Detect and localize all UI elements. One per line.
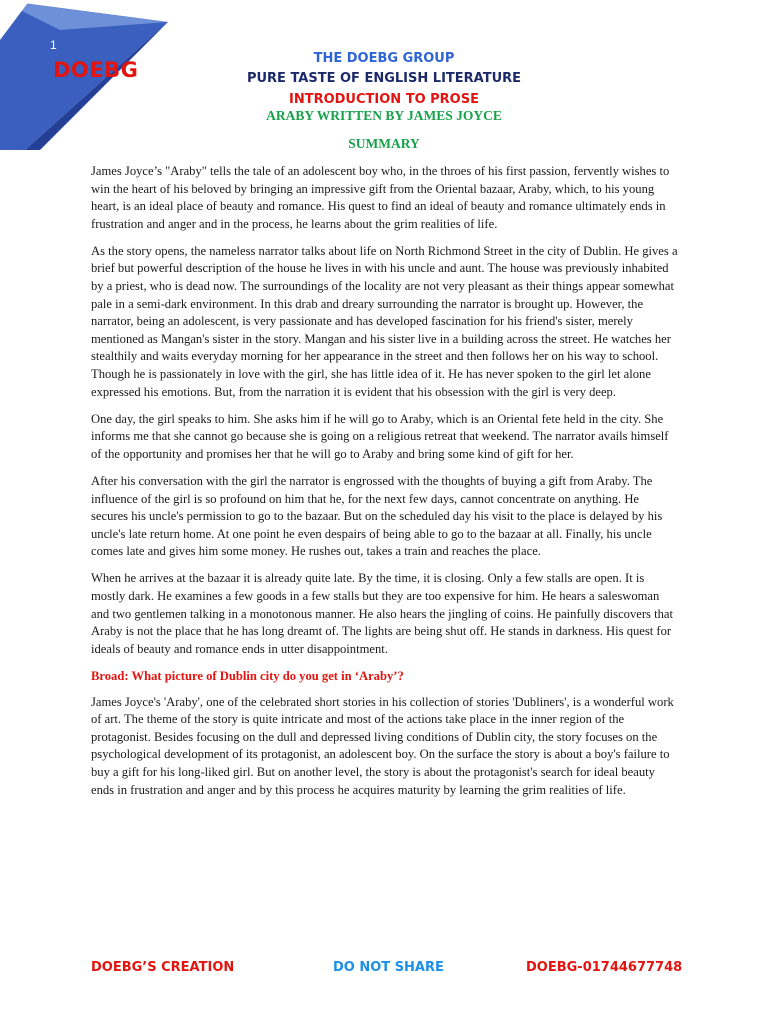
- paragraph: After his conversation with the girl the narrator is engrossed with the thoughts of buying a gift from Araby. The influence of the girl is so profound on him that he, for the next few days, cannot concentrate on anything. He secures his uncle's permission to go to the bazaar. But on the scheduled day his visit to the place is delayed by his uncle's late return home. At one point he even despairs of being able to go to the bazaar at all. Finally, his uncle comes late and gives him some money. He rushes out, takes a train and reaches the place.: [91, 474, 663, 559]
- footer-do-not-share: DO NOT SHARE: [333, 960, 444, 975]
- page-number: 1: [50, 38, 57, 52]
- question-heading: Broad: What picture of Dublin city do you get in ‘Araby’?: [91, 668, 404, 683]
- footer-creation: DOEBG’S CREATION: [91, 960, 235, 975]
- tagline: PURE TASTE OF ENGLISH LITERATURE: [246, 71, 522, 86]
- paragraph: As the story opens, the nameless narrator talks about life on North Richmond Street in the city of Dublin. He gives a brief but powerful description of the house he lives in with his uncle and aunt. The house was previously inhabited by a priest, who is dead now. The surroundings of the locality are not very pleasant as their things appear somewhat pale in a semi-dark environment. In this drab and dreary surrounding the narrator is brought up. However, the narrator, being an adolescent, is very passionate and has developed fascination for his friend's sister, merely mentioned as Mangan's sister in the story. Mangan and his sister live in a building across the street. He watches her stealthily and waits everyday morning for her appearance in the street and then follows her on his way to school. Though he is passionately in love with the girl, she has little idea of it. He has never spoken to the girl let alone expressed his emotions. But, from the narration it is evident that his obsession with the girl is very deep.: [91, 243, 678, 399]
- logo: DOEBG: [53, 58, 139, 82]
- paragraph: One day, the girl speaks to him. She asks him if he will go to Araby, which is an Oriental fete held in the city. She informs me that she cannot go because she is going on a religious retreat that weekend. The narrator avails himself of the opportunity and promises her that he will go to Araby and bring some kind of gift for her.: [91, 411, 669, 461]
- group-title: THE DOEBG GROUP: [313, 51, 455, 66]
- paragraph: When he arrives at the bazaar it is already quite late. By the time, it is closing. Only a few stalls are open. It is mostly dark. He examines a few goods in a few stalls but they are too expensive for him. He hears a saleswoman and two gentlemen talking in a monotonous manner. He also hears the jingling of coins. He painfully discovers that Araby is not the place that he has long dreamt of. The lights are being shut off. He stands in darkness. His quest for ideals of beauty and romance ends in utter disappointment.: [91, 571, 673, 656]
- answer-paragraph: James Joyce's 'Araby', one of the celebrated short stories in his collection of stories 'Dubliners', is a wonderful work of art. The theme of the story is quite intricate and most of the actions take place in the inner region of the protagonist. Besides focusing on the dull and depressed living conditions of Dublin city, the story focuses on the psychological development of its protagonist, an adolescent boy. On the surface the story is about a boy's failure to buy a gift for his long-liked girl. But on another level, the story is about the protagonist's search for ideal beauty ends in frustration and anger and by this process he acquires maturity by learning the grim realities of life.: [91, 694, 674, 797]
- document-body: [91, 163, 679, 809]
- work-title: ARABY WRITTEN BY JAMES JOYCE: [266, 108, 502, 123]
- paragraph: James Joyce’s "Araby" tells the tale of an adolescent boy who, in the throes of his first passion, fervently wishes to win the heart of his beloved by bringing an impressive gift from the Oriental bazaar, Araby, which, to his young heart, is an ideal place of beauty and romance. His quest to find an ideal of beauty and romance ultimately ends in frustration and anger and in the process, he learns about the grim realities of life.: [91, 164, 670, 231]
- section-title: INTRODUCTION TO PROSE: [289, 92, 479, 107]
- footer-contact: DOEBG-01744677748: [526, 960, 683, 975]
- summary-heading: SUMMARY: [348, 136, 420, 151]
